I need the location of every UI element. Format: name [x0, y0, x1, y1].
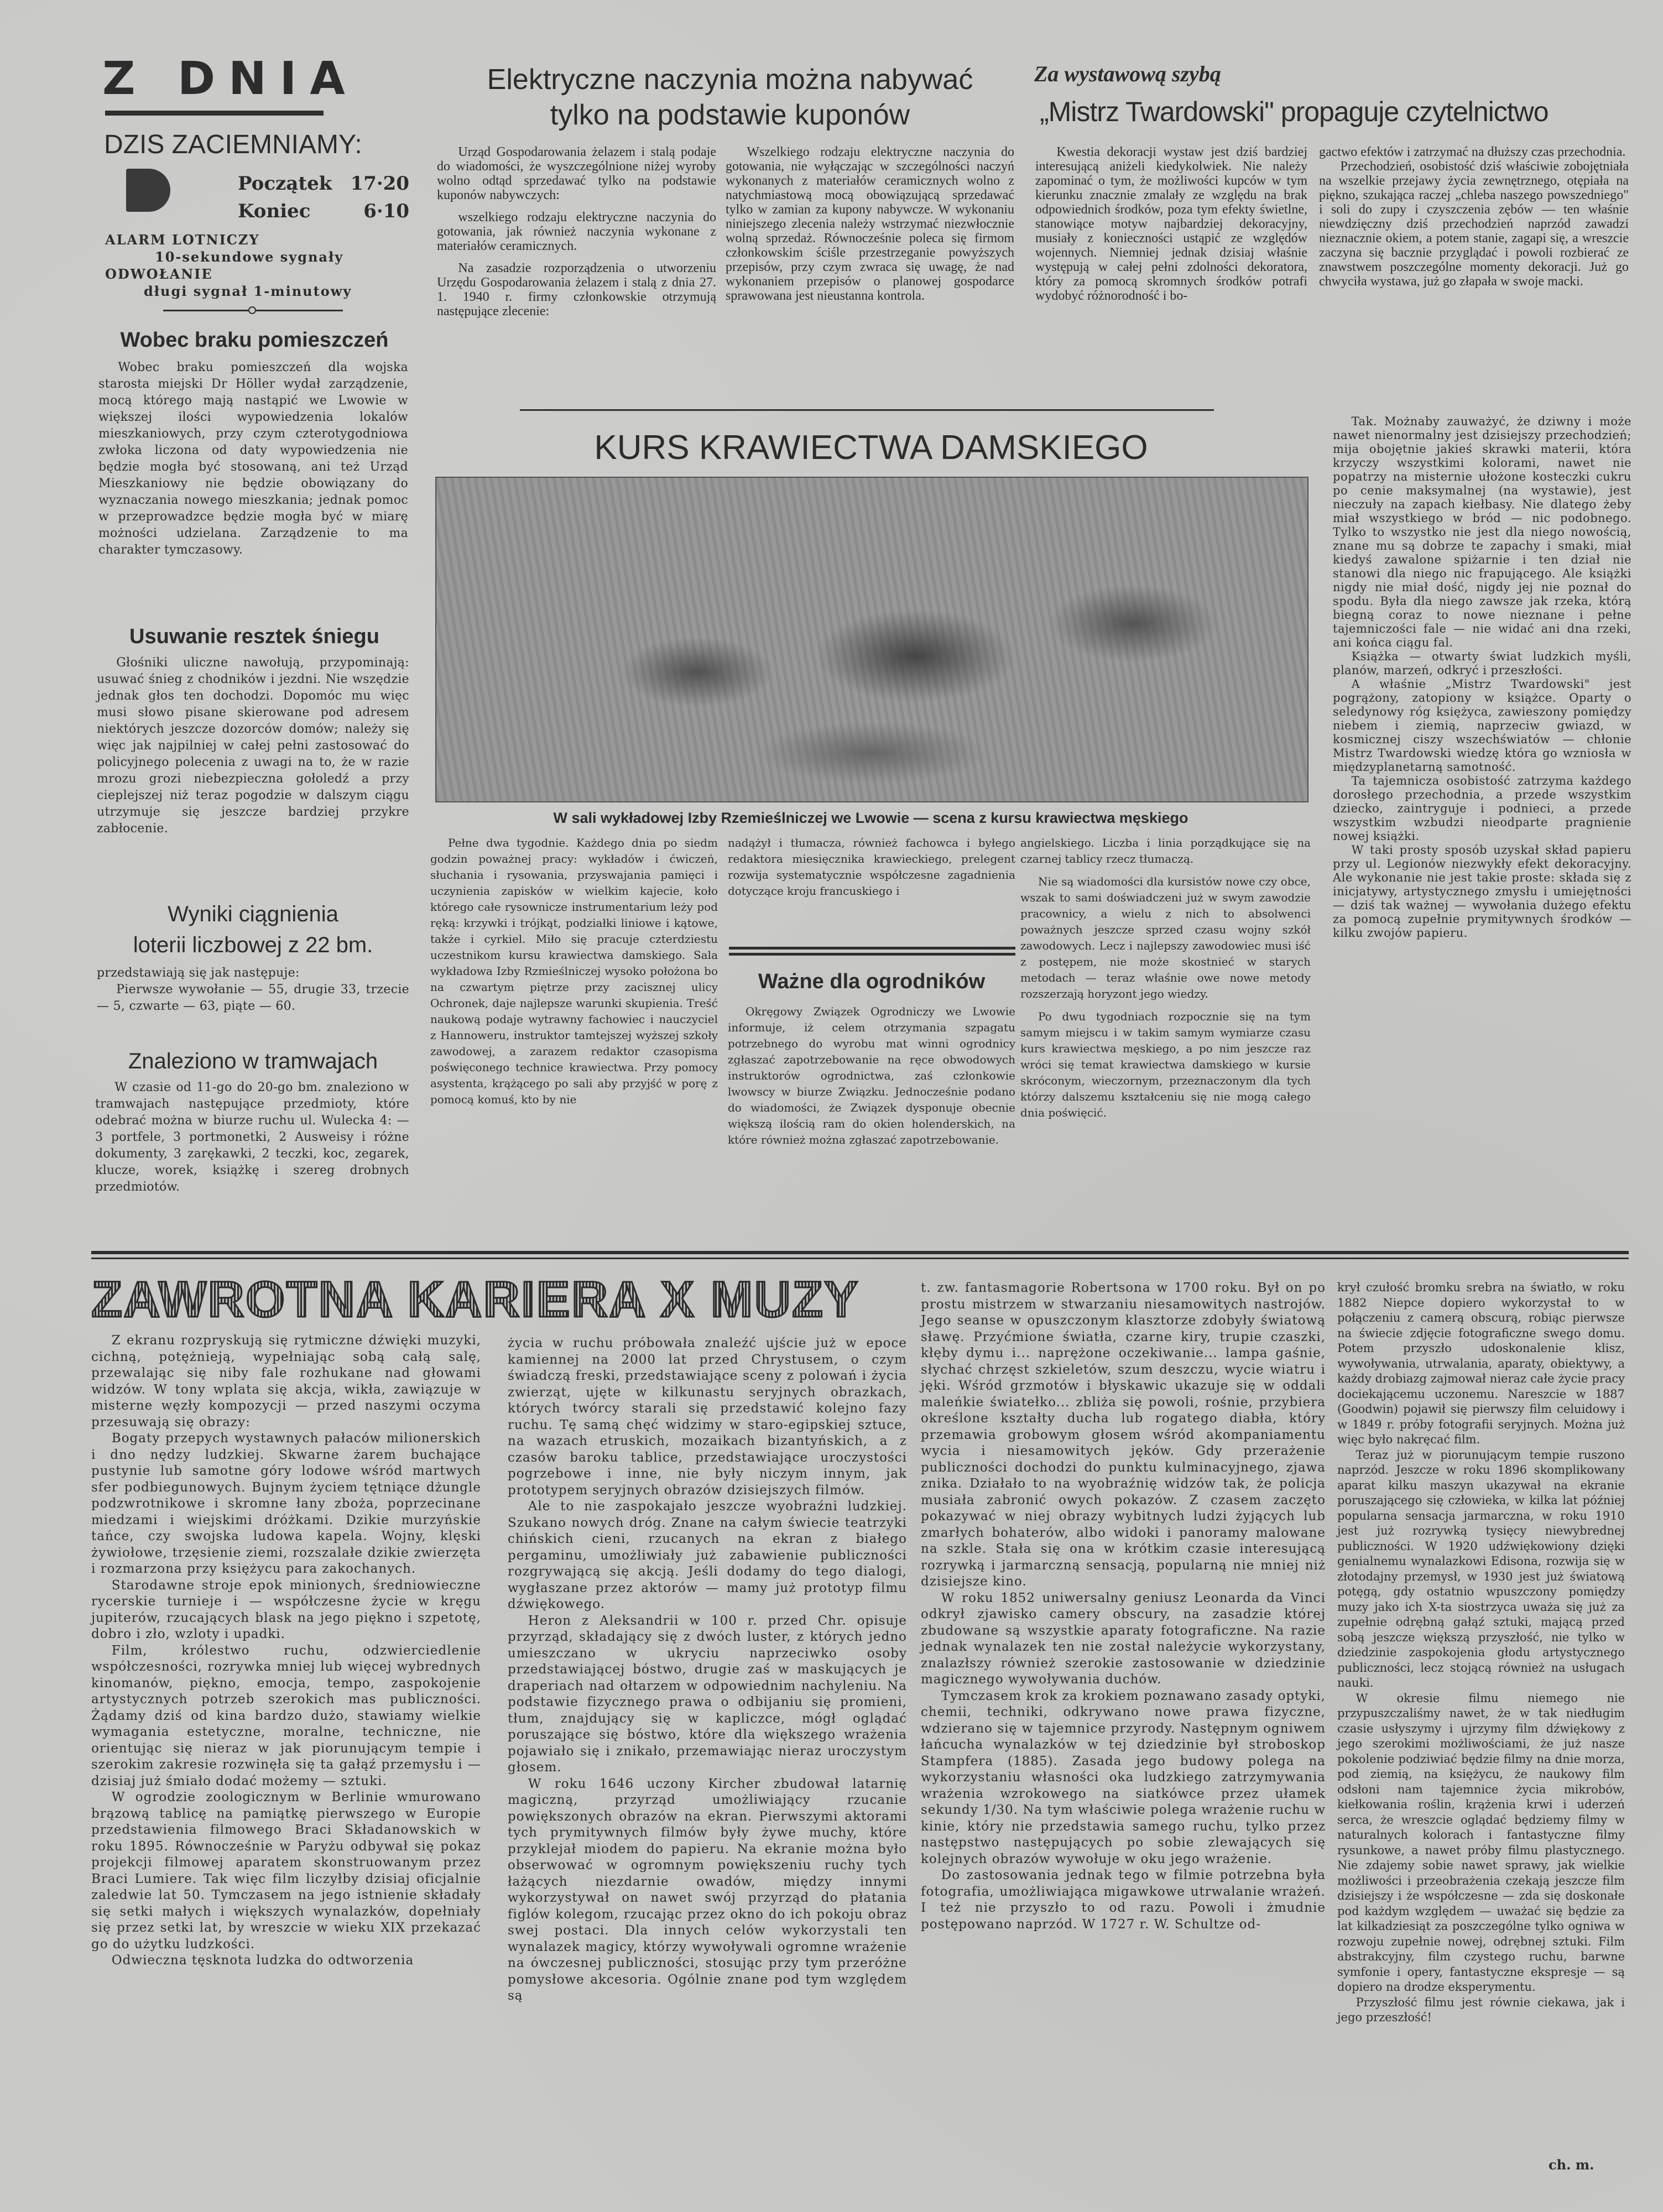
tailoring-class-photo	[435, 477, 1308, 802]
air-raid-info	[105, 231, 415, 300]
lost-found-body	[95, 1079, 409, 1196]
paragraph: Książka — otwarty świat ludzkich myśli, planów, marzeń, odkryć i przeszłości.	[1333, 650, 1631, 677]
lottery-title-line1: Wyniki ciągnienia	[168, 902, 338, 926]
paragraph: życia w ruchu próbowała znaleźć ujście już w epoce kamiennej na 2000 lat przed Chrystusem, o czym świadczą freski, przedstawiające sceny z polowań i życia zwierząt, ujęte w kilkunastu seryjnych obrazkach, których twórcy starali się przedstawić kolejno fazy ruchu. Tę samą chęć widzimy w staro-egipskiej sztuce, na wazach etruskich, mozaikach bizantyńskich, a z czasów baroku tablice, przedstawiające uroczystości pogrzebowe i inne, nie były niczym innym, jak prototypem seryjnych obrazów dzisiejszych filmów.	[508, 1336, 907, 1498]
paragraph: A właśnie „Mistrz Twardowski" jest pogrążony, zatopiony w książce. Oparty o seledynowy róg księżyca, zawieszony pomiędzy niebem i ziemią, naprzeciw gwiazd, w kosmicznej ciszy wszechświatów — chłonie Mistrz Twardowski wiedzę która go wzniosła w międzyplanetarną samotność.	[1333, 677, 1631, 774]
paragraph: Głośniki uliczne nawołują, przypominają: usuwać śnieg z chodników i jezdni. Nie wszędzie jednak głos ten dochodzi. Dopomóc mu więc musi słowo pisane skierowane pod adresem niektórych jeszcze dozorców domów; należy się więc jak najpilniej w całej pełni zastosować do policyjnego polecenia z uwagi na to, że w razie mrozu grozi niebezpieczna gołoledź a przy cieplejszej niż teraz pogodzie w dalszym ciągu utrzymuje się jeszcze bardziej przykre zabłocenie.	[97, 656, 409, 836]
paragraph: Starodawne stroje epok minionych, średniowieczne rycerskie turnieje i — współczesne życie w kręgu jupiterów, rzucających blask na jego piękno i szpetotę, dobro i zło, wzloty i upadki.	[91, 1578, 481, 1641]
alarm-label: ALARM LOTNICZY	[105, 232, 260, 248]
paragraph: W taki prosty sposób uzyskał skład papieru przy ul. Legionów niezwykły efekt dekoracyjny. Ale wykonanie nie jest takie proste: składa się z inicjatywy, artystycznego zmysłu i umiejętności — dziś tak ważnej — wywołania dużego efektu za pomocą zupełnie prymitywnych środków — kilku zwojów papieru.	[1333, 843, 1631, 940]
paragraph: Z ekranu rozpryskują się rytmiczne dźwięki muzyki, cichną, potężnieją, wypełniając sobą całą salę, przewalając się niby fale rozhukane nad głowami widzów. W tony wplata się akcja, wikła, zawiązuje w misterne węzły kompozycji — przed naszymi oczyma przesuwają się obrazy:	[91, 1333, 481, 1430]
blackout-title: DZIS ZACIEMNIAMY:	[104, 130, 362, 159]
tailoring-title: KURS KRAWIECTWA DAMSKIEGO	[594, 429, 1148, 467]
lottery-title	[97, 899, 409, 961]
section-divider-2	[91, 1258, 1629, 1259]
lottery-title-line2: loterii liczbowej z 22 bm.	[133, 933, 373, 957]
paragraph: W ogrodzie zoologicznym w Berlinie wmurowano brązową tablicę na pamiątkę pierwszego w Europie przedstawienia filmowego Braci Składanowskich w roku 1895. Równocześnie w Paryżu odbywał się pokaz projekcji filmowej aparatem skonstruowanym przez Braci Lumiere. Tak więc film liczyłby dzisiaj oficjalnie zaledwie lat 50. Tymczasem na jego istnienie składały się setki małych i większych wynalazków, dopełniały się przez setki lat, by wreszcie w wieku XIX przekazać go do użytku ludzkości.	[91, 1790, 481, 1952]
snow-title: Usuwanie resztek śniegu	[129, 625, 379, 648]
electric-title-line1: Elektryczne naczynia można nabywać	[487, 64, 973, 96]
section-divider	[91, 1251, 1629, 1254]
paragraph: wszelkiego rodzaju elektryczne naczynia do gotowania, jak również naczynia wykonane z materiałów ceramicznych.	[437, 210, 716, 253]
cancel-signal: długi sygnał 1-minutowy	[144, 283, 352, 299]
paragraph: krył czułość bromku srebra na światło, w roku 1882 Niepce dopiero wykorzystał to w połączeniu z camerą obscurą, robiąc pierwsze na świecie zdjęcie fotograficzne swego domu. Potem przyszło udoskonalenie klisz, wywoływania, utrwalania, aparaty, obiektywy, a każdy drobiazg zajmował nieraz całe życie pracy dociekającemu uczonemu. Nareszcie w 1887 (Goodwin) pojawił się pierwszy film celuidowy i w 1849 r. próby fotografii seryjnych. Można już więc było nakręcać film.	[1337, 1281, 1625, 1446]
lottery-body	[97, 965, 409, 1015]
paragraph: Kwestia dekoracji wystaw jest dziś bardziej interesującą aniżeli kiedykolwiek. Nie należy zapominać o tym, że możliwości kupców w tym kierunku znacznie zmalały ze względu na brak odpowiednich środków, poza tym efekty świetlne, stanowiące motyw najbardziej dekoracyjny, musiały z konieczności ustąpić ze względów wojennych. Niemniej jednak dzisiaj właśnie występują w całej pełni zdolności dekoratora, który za pomocą skromnych środków potrafi wydobyć różnorodność i bo-	[1035, 145, 1307, 303]
paragraph: Przyszłość filmu jest równie ciekawa, jak i jego przeszłość!	[1337, 1995, 1625, 2024]
paragraph: t. zw. fantasmagorie Robertsona w 1700 roku. Był on po prostu mistrzem w stwarzaniu niesamowitych nastrojów. Jego seanse w opuszczonym klasztorze zdobyły światową sławę. Przyćmione światła, czarne kiry, trupie czaszki, kłęby dymu i... naprężone oczekiwanie... lampa gaśnie, słychać chrzęst szkieletów, szum deszczu, wycie wiatru i jęki. Wśród grzmotów i błyskawic ukazuje się w oddali maleńkie światełko... zbliża się powoli, rośnie, przybiera określone kształty ducha lub rogatego diabła, który przemawia grobowym głosem wśród akompaniamentu wycia i niesamowitych jęków. Gdy przerażenie publiczności dochodzi do punktu kulminacyjnego, zjawa znika. Działało to na wyobraźnię widzów tak, że policja musiała zabronić owych pokazów. Z czasem zaczęto pokazywać w niej obrazy wybitnych ludzi żyjących lub zmarłych bohaterów, albo widoki i panoramy malowane na szkle. Stała się ona w krótkim czasie interesującą rozrywką i jarmarczną sensacją, popularną nie mniej niż dzisiejsze kino.	[921, 1281, 1326, 1589]
blackout-logo-icon	[126, 169, 170, 212]
start-time: 17·20	[350, 173, 409, 195]
lottery-results: Pierwsze wywołanie — 55, drugie 33, trzecie — 5, czwarte — 63, piąte — 60.	[97, 983, 409, 1013]
electric-col1	[437, 145, 716, 319]
cinema-col4	[1337, 1280, 1625, 2026]
blackout-end-row	[238, 200, 409, 222]
twardowski-col2-top	[1319, 145, 1629, 289]
author-signature: ch. m.	[1549, 2157, 1594, 2173]
divider-circle-icon	[248, 306, 256, 314]
housing-title: Wobec braku pomieszczeń	[120, 328, 389, 352]
lottery-intro: przedstawiają się jak następuje:	[97, 966, 300, 980]
tailoring-col1	[430, 835, 718, 1108]
gardeners-title: Ważne dla ogrodników	[758, 970, 986, 993]
paragraph: Teraz już w piorunującym tempie ruszono naprzód. Jeszcze w roku 1896 skomplikowany aparat kilku maszyn ukazywał na ekranie poruszającego się człowieka, w kilka lat później popularna sensacja jarmarczna, w roku 1910 jest już rozrywką tysięcy niewybrednej publiczności. W 1920 udźwiękowiony dzięki genialnemu wynalazkowi Edisona, rozwija się w złotodajny przemysł, w 1930 jest już światową potęgą, gdy ostatnio wpuszczony pomiędzy muzy jako ich X-ta siostrzyca uważa się już za zupełnie odrębną gałąź sztuki, mającą przed sobą jeszcze większą przyszłość, nie tylko w dziedzinie zaspokojenia głodu artystycznego publiczności, lecz stojącą również na usługach nauki.	[1337, 1448, 1625, 1689]
cinema-col3	[921, 1280, 1326, 1933]
snow-body	[97, 655, 409, 837]
housing-body	[98, 359, 408, 559]
paragraph: Odwieczna tęsknota ludzka do odtworzenia	[111, 1953, 414, 1968]
paragraph: W roku 1852 uniwersalny geniusz Leonarda da Vinci odkrył zjawisko camery obscury, na zasadzie której zbudowane są wszystkie aparaty fotograficzne. Na razie jednak wynalazek ten nie został należycie wykorzystany, znalazłszy również szerokie zastosowanie w dziedzinie magicznego wywoływania duchów.	[921, 1590, 1326, 1687]
paragraph: Bogaty przepych wystawnych pałaców milionerskich i dno nędzy ludzkiej. Skwarne żarem buchające pustynie lub samotne góry lodowe wśród martwych sfer podbiegunowych. Bujnym życiem tętniące dżungle podzwrotnikowe i skromne łany zboża, poprzecinane miedzami i wiejskimi dróżkami. Dzikie murzyńskie tańce, czy swojska ludowa kapela. Wojny, klęski żywiołowe, trzęsienie ziemi, rozszalałe dzikie zwierzęta i rozmarzona przy księżycu para zakochanych.	[91, 1431, 481, 1576]
paragraph: Ta tajemnicza osobistość zatrzyma każdego dorosłego przechodnia, a przede wszystkim dziecko, zaintryguje i podnieci, a przede wszystkim wzbudzi nieodparte pragnienie nowej książki.	[1333, 774, 1631, 843]
paragraph: Wobec braku pomieszczeń dla wojska starosta miejski Dr Höller wydał zarządzenie, mocą którego mają nastąpić we Lwowie w większej ilości wypowiedzenia lokalów mieszkaniowych, przy czym czterotygodniowa zwłoka liczona od daty wypowiedzenia nie będzie mogła być stosowaną, ani też Urząd Mieszkaniowy nie będzie obowiązany do wyznaczania nowego mieszkania; jednak pomoc w przeprowadzce będzie mogła być w miarę możności udzielana. Zarządzenie to ma charakter tymczasowy.	[98, 361, 408, 557]
paragraph: Tymczasem krok za krokiem poznawano zasady optyki, chemii, techniki, odkrywano nowe prawa fizyczne, wdzierano się w tajemnice przyrody. Następnym ogniwem łańcucha wynalazków w tej dziedzinie był stroboskop Stampfera (1885). Zasada jego budowy polega na wykorzystaniu własności oka ludzkiego zatrzymywania wrażenia wzrokowego na siatkówce przez ułamek sekundy 1/30. Na tym właściwie polega wrażenie ruchu w kinie, który nie przedstawia samego ruchu, tylko przez następstwo następujących po sobie zlewających się kolejnych obrazów wywołuje w oku jego wrażenie.	[921, 1688, 1326, 1866]
paragraph: W okresie filmu niemego nie przypuszczaliśmy nawet, że w tak niedługim czasie usłyszymy i ujrzymy film dźwiękowy z jego szerokimi możliwościami, że już nasze pokolenie podziwiać będzie filmy na dnie morza, pod ziemią, na księżycu, że naukowy film odsłoni nam tajemnice życia mikrobów, kiełkowania roślin, krążenia krwi i uderzeń serca, że wreszcie oglądać będziemy filmy w naturalnych kolorach i fantastyczne filmy rysunkowe, a nawet próby filmu plastycznego. Nie zdajemy sobie nawet sprawy, jak wielkie możliwości i przeobrażenia czekają jeszcze film dzisiejszy i że współczesne — zda się doskonałe pod każdym względem — uważać się będzie za lat kilkadziesiąt za poszczególne tylko ogniwa w rozwoju zupełnie nowej, odrębnej sztuki. Film abstrakcyjny, film czystego ruchu, barwne symfonie i opery, fantastyczne ekspresje — są dopiero na drodze eksperymentu.	[1337, 1691, 1625, 1994]
lost-found-title: Znaleziono w tramwajach	[128, 1049, 378, 1073]
paragraph: Ale to nie zaspokajało jeszcze wyobraźni ludzkiej. Szukano nowych dróg. Znane na całym świecie teatrzyki chińskich cieni, rzucanych na ekran z białego pergaminu, umożliwiały już zabawienie publiczności rozgrywającą się akcją. Jeśli dodamy do tego dialogi, wygłaszane przez aktorów — mamy już prototyp filmu dźwiękowego.	[508, 1499, 907, 1611]
paragraph: Pełne dwa tygodnie. Każdego dnia po siedm godzin poważnej pracy: wykładów i ćwiczeń, słuchania i rysowania, przyswajania pamięci i uczynienia zapisków w wielkim kajecie, koło którego całe rysownicze instrumentarium leży pod ręką: krzywki i trójkąt, podziałki liniowe i kątowe, także i cyrkiel. Miło się pracuje czterdziestu uczestnikom kursu krawiectwa damskiego. Sala wykładowa Izby Rzmieślniczej wysoko położona bo na czwartym piętrze przy zacisznej ulicy Ochronek, daje najlepsze warunki skupienia. Treść naukową podaje wytrawny fachowiec i nauczyciel z Hannoweru, instruktor tamtejszej wyższej szkoły zawodowej, a zarazem redaktor czasopisma poświęconego technice krawiectwa. Przy pomocy asystenta, krążącego po sali aby przyjść w porę z pomocą komuś, kto by nie	[430, 836, 718, 1106]
paragraph: Po dwu tygodniach rozpocznie się na tym samym miejscu i w takim samym wymiarze czasu kurs krawiectwa męskiego, a po nim jeszcze raz wróci się temat krawiectwa damskiego w kursie skróconym, wieczornym, przeznaczonym dla tych którzy dalszemu kształceniu się nie mogą całego dnia poświęcić.	[1020, 1010, 1311, 1119]
paragraph: Nie są wiadomości dla kursistów nowe czy obce, wszak to sami doświadczeni już w swym zawodzie pracownicy, a wielu z nich to absolwenci poważnych jeszcze sprzed czasu wojny szkół zawodowych. Lecz i najlepszy zawodowiec musi iść z postępem, nie może skostnieć w starych metodach — teraz właśnie owe nowe metody rozszerzają horyzont jego wiedzy.	[1020, 875, 1311, 1000]
paragraph: Przechodzień, osobistość dziś właściwie zobojętniała na wszelkie przejawy życia zewnętrznego, otępiała na piękno, szukająca raczej „chleba naszego powszedniego" i soli do zupy i czyszczenia zębów — ten właśnie niewdzięczny dziś przechodzień naprzód zawadzi nieznacznie okiem, a potem stanie, zagapi się, a wreszcie zaczyna się bacznie przyglądać i powoli rozbierać ze znawstwem poszczególne momenty dekoracji. Już go chwyciła wystawa, już go złapała w swoje macki.	[1319, 159, 1629, 289]
paragraph: nadążył i tłumacza, również fachowca i byłego redaktora miesięcznika krawieckiego, prelegent rozwija systematycznie współczesne zagadnienia dotyczące kroju francuskiego i	[728, 836, 1015, 898]
electric-title-line2: tylko na podstawie kuponów	[550, 99, 910, 131]
tailoring-col3	[1020, 835, 1311, 1121]
paragraph: gactwo efektów i zatrzymać na dłuższy czas przechodnia.	[1319, 145, 1626, 159]
paragraph: Na zasadzie rozporządzenia o utworzeniu Urzędu Gospodarowania żelazem i stalą z dnia 27. 1. 1940 r. firmy członkowskie otrzymują następujące zlecenie:	[437, 261, 716, 319]
photo-caption: W sali wykładowej Izby Rzemieślniczej we Lwowie — scena z kursu krawiectwa męskiego	[553, 810, 1188, 826]
paragraph: Heron z Aleksandrii w 100 r. przed Chr. opisuje przyrząd, składający się z dwóch luster, z których jedno umieszczano w ukryciu naprzeciwko osoby przedstawiającej bóstwo, drugie zaś w maskujących je draperiach nad ołtarzem w odpowiednim nachyleniu. Na podstawie fizycznego prawa o odbijaniu się promieni, tłum, znajdujący się w kapliczce, mógł oglądać poruszające się bóstwo, które dla większego wrażenia pojawiało się i znikało, przemawiając nieraz uroczystym głosem.	[508, 1613, 907, 1775]
gardeners-body	[728, 1004, 1015, 1148]
twardowski-col2-bottom	[1333, 415, 1631, 940]
paragraph: Wszelkiego rodzaju elektryczne naczynia do gotowania, nie wyłączając w szczególności naczyń wykonanych z materiałów ceramicznych wolno z natychmiastową mocą obowiązującą sprzedawać tylko w zamian za kupony nabywcze. W wykonaniu niniejszego zlecenia należy wstrzymać niezwłocznie wolną sprzedaż. Równocześnie poleca się firmom członkowskim ściśle przestrzeganie powyższych przepisów, przy czym zwraca się uwagę, że nad wykonaniem przepisów o planowej gospodarce sprawowana jest nieustanna kontrola.	[726, 145, 1014, 303]
cinema-col2	[508, 1335, 907, 2005]
paragraph: Film, królestwo ruchu, odzwierciedlenie współczesności, rozrywka mniej lub więcej wybrednych kinomanów, piękno, emocja, tempo, zaspokojenie artystycznych potrzeb szerokich mas publiczności. Żądamy dziś od kina bardzo dużo, stawiamy wielkie wymagania estetyczne, moralne, techniczne, nie orientując się nieraz w jak piorunującym tempie i szerokim zakresie rozwinęła się ta gałąź przemysłu i — dzisiaj już śmiało dodać możemy — sztuki.	[91, 1643, 481, 1788]
twardowski-title: „Mistrz Twardowski" propaguje czytelnictwo	[1040, 96, 1549, 127]
paragraph: Urząd Gospodarowania żelazem i stalą podaje do wiadomości, że wyszczególnione niżej wyroby wolno odtąd sprzedawać tylko na podstawie kuponów nabywczych:	[437, 145, 716, 202]
electric-title	[437, 62, 1023, 133]
electric-col2	[726, 145, 1014, 303]
cinema-title: ZAWROTNA KARIERA X MUZY	[91, 1271, 859, 1328]
blackout-times	[238, 173, 409, 222]
paragraph: W czasie od 11-go do 20-go bm. znaleziono w tramwajach następujące przedmioty, które odebrać można w biurze ruchu ul. Wulecka 4: — 3 portfele, 3 portmonetki, 2 Ausweisy i różne dokumenty, 3 zarękawki, 2 teczki, koc, zegarek, klucze, worek, książkę i szereg drobnych przedmiotów.	[95, 1081, 409, 1194]
paragraph: Do zastosowania jednak tego w filmie potrzebna była fotografia, umożliwiająca migawkowe utrwalanie wrażeń. I też nie przyszło to od razu. Powoli i żmudnie postępowano naprzód. W 1727 r. W. Schultze od-	[921, 1868, 1326, 1932]
twardowski-col1-rule	[1034, 409, 1214, 411]
twardowski-kicker: Za wystawową szybą	[1034, 61, 1221, 86]
masthead-rule	[105, 111, 324, 116]
end-label: Koniec	[238, 200, 311, 222]
paragraph: angielskiego. Liczba i linia porządkujące się na czarnej tablicy rzecz tłumaczą.	[1020, 836, 1311, 865]
cinema-col1	[91, 1333, 481, 1969]
gardeners-top-rule	[729, 947, 1015, 950]
gardeners-top-rule-2	[729, 953, 1015, 956]
paragraph: W roku 1646 uczony Kircher zbudował latarnię magiczną, przyrząd umożliwiający rzucanie powiększonych obrazów na ekran. Pierwszymi aktorami tych prymitywnych filmów były żywe muchy, które przyklejał miodem do papieru. Na ekranie można było obserwować w ogromnym powiększeniu ruchy tych łażących niezdarnie owadów, między innymi wykorzystywał on nawet swój przyrząd do płatania figlów kolegom, rzucając przez okno do ich pokoju obraz swej postaci. Dla innych celów wykorzystali ten wynalazek magicy, którzy wywoływali ogromne wrażenie na ówczesnej publiczności, stosując przy tym przeróżne pomysłowe akcesoria. Ogólnie znane pod tym względem są	[508, 1776, 907, 2003]
paragraph: Okręgowy Związek Ogrodniczy we Lwowie informuje, iż celem otrzymania szpagatu potrzebnego do wyrobu mat winni ogrodnicy zgłaszać zapotrzebowanie na ręce obwodowych instruktorów ogrodnictwa, zaś członkowie lwowscy w biurze Związku. Jednocześnie podano do wiadomości, że Związek dysponuje obecnie większą ilością ram do okien holenderskich, na które również można zgłaszać zapotrzebowanie.	[728, 1005, 1015, 1146]
masthead-z-dnia: Z DNIA	[102, 53, 358, 105]
twardowski-col1	[1035, 145, 1307, 303]
blackout-start-row	[238, 173, 409, 195]
cancel-label: ODWOŁANIE	[105, 266, 213, 282]
end-time: 6·10	[363, 200, 409, 222]
alarm-signal: 10-sekundowe sygnały	[155, 249, 344, 265]
paragraph: Tak. Możnaby zauważyć, że dziwny i może nawet nienormalny jest dzisiejszy przechodzień; mija obojętnie jakieś skrawki materii, która krzyczy wszystkimi kolorami, nawet nie popatrzy na misternie ułożone kosteczki cukru po cenie maksymalnej (na wystawie), jest nieczuły na zapach kiełbasy. Nie dlatego żeby miał wszystkiego w bród — nic podobnego. Tylko to wszystko nie jest dla niego nowością, znane mu są dobrze te zapachy i smaki, miał kiedyś zawalone spiżarnie i ten dział nie stanowi dla niego nic frapującego. Ale książki nigdy nie miał dość, nigdy jej nie poznał do spodu. Była dla niego zawsze jak rzeka, którą biegną coraz to nowe nieznane i pełne tajemniczości fale — nie widać ani dna rzeki, ani końca ciągu fal.	[1333, 415, 1631, 649]
start-label: Początek	[238, 173, 332, 195]
tailoring-col2	[728, 835, 1015, 899]
